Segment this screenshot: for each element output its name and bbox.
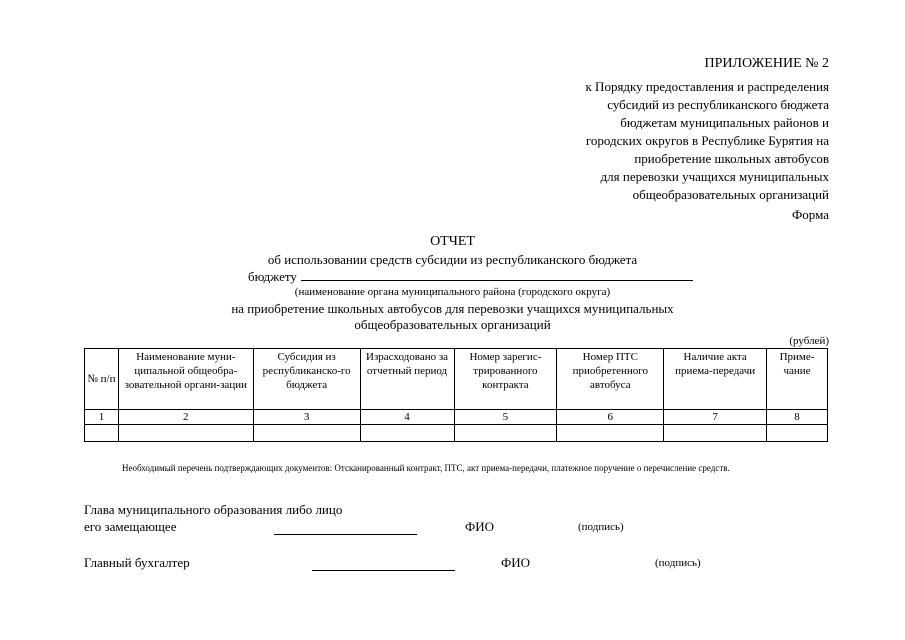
budget-line [248, 268, 693, 285]
report-table [84, 348, 828, 442]
purpose-line-1: на приобретение школьных автобусов для перевозки учащихся муниципальных [231, 301, 674, 316]
column-number: 6 [557, 410, 664, 425]
table-cell [253, 425, 360, 442]
table-row [85, 425, 828, 442]
accountant-signature-caption: (подпись) [655, 557, 701, 569]
report-title: ОТЧЕТ [430, 234, 475, 249]
appendix-note-line: приобретение школьных автобусов [634, 151, 829, 166]
table-cell [85, 425, 119, 442]
table-cell [664, 425, 767, 442]
appendix-note-line: субсидий из республиканского бюджета [607, 97, 829, 112]
column-number-row [85, 410, 828, 425]
appendix-note-line: к Порядку предоставления и распределения [585, 79, 829, 94]
column-header: Субсидия из республиканско-го бюджета [253, 349, 360, 410]
appendix-note-line: городских округов в Республике Бурятия на [585, 133, 829, 148]
column-header: Израсходовано за отчетный период [360, 349, 454, 410]
column-header: Номер зарегис-трированного контракта [454, 349, 557, 410]
documents-note: Необходимый перечень подтверждающих документов: Отсканированный контракт, ПТС, акт приема-передачи, платежное поручение о перечисление средств. [122, 463, 730, 473]
column-header: Наименование муни-ципальной общеобра-зовательной органи-зации [118, 349, 253, 410]
form-label: Форма [792, 207, 829, 222]
column-number: 4 [360, 410, 454, 425]
column-number: 3 [253, 410, 360, 425]
head-signature-caption: (подпись) [578, 521, 624, 533]
head-signature-blank [274, 533, 417, 535]
table-cell [767, 425, 828, 442]
table-header-row [85, 349, 828, 410]
table-cell [454, 425, 557, 442]
accountant-signature-blank [312, 569, 455, 571]
column-number: 7 [664, 410, 767, 425]
column-header: Наличие акта приема-передачи [664, 349, 767, 410]
budget-label: бюджету [248, 269, 297, 284]
appendix-title: ПРИЛОЖЕНИЕ № 2 [704, 56, 829, 71]
head-signatory-label-line1: Глава муниципального образования либо лицо [84, 502, 343, 517]
currency-note: (рублей) [789, 335, 829, 347]
table-cell [557, 425, 664, 442]
accountant-fio-label: ФИО [501, 555, 531, 570]
column-header: Номер ПТС приобретенного автобуса [557, 349, 664, 410]
appendix-note-line: бюджетам муниципальных районов и [620, 115, 829, 130]
column-number: 1 [85, 410, 119, 425]
head-signatory-label-line2: его замещающее [84, 519, 177, 534]
accountant-label: Главный бухгалтер [84, 555, 190, 570]
org-caption: (наименование органа муниципального района (городского округа) [294, 286, 611, 298]
budget-name-blank [301, 268, 693, 281]
column-number: 2 [118, 410, 253, 425]
appendix-note-line: общеобразовательных организаций [632, 187, 829, 202]
table-cell [360, 425, 454, 442]
report-subtitle: об использовании средств субсидии из республиканского бюджета [267, 252, 638, 267]
table-cell [118, 425, 253, 442]
appendix-note [509, 78, 829, 204]
column-number: 5 [454, 410, 557, 425]
appendix-note-line: для перевозки учащихся муниципальных [600, 169, 829, 184]
column-header: № п/п [85, 349, 119, 410]
purpose-line-2: общеобразовательных организаций [354, 317, 551, 332]
head-fio-label: ФИО [465, 519, 495, 534]
column-header: Приме-чание [767, 349, 828, 410]
column-number: 8 [767, 410, 828, 425]
